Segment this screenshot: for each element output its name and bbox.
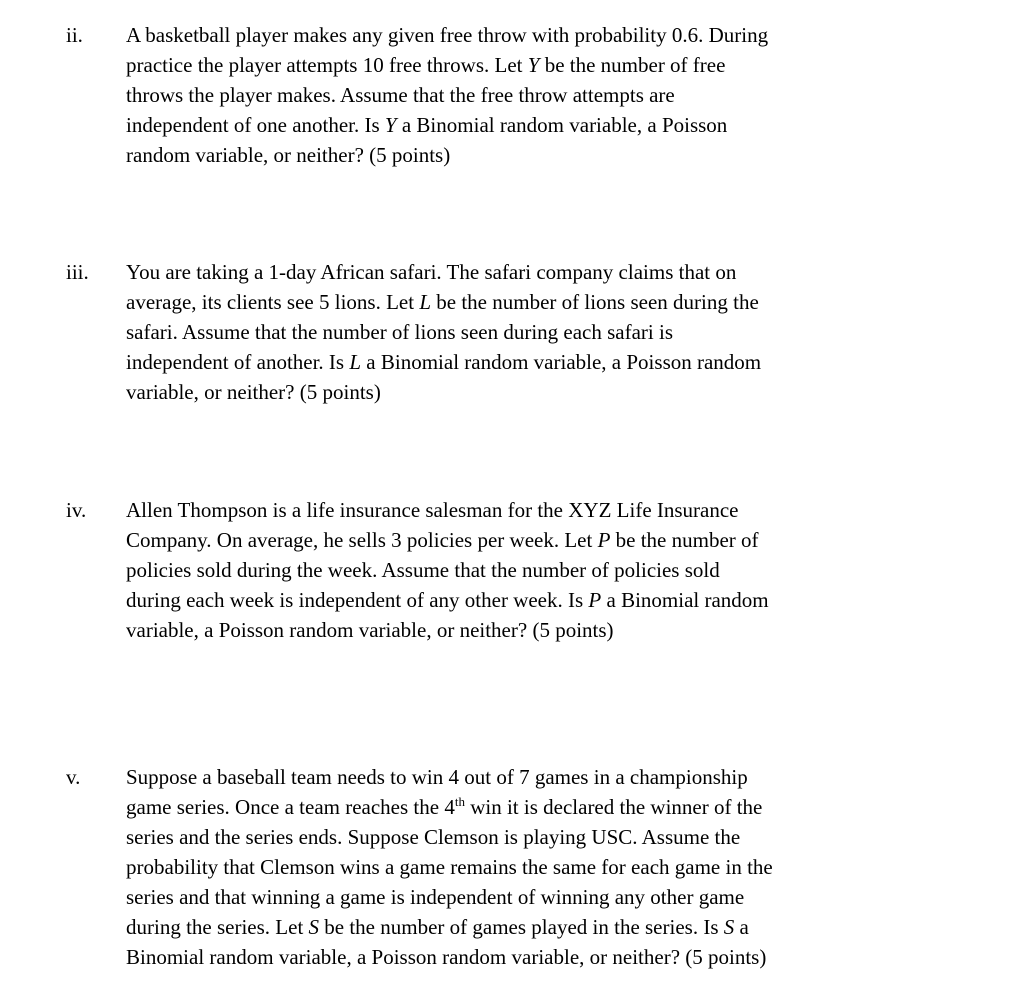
text-line: random variable, or neither? (5 points) <box>126 143 451 167</box>
question-text <box>126 495 1006 645</box>
text-line: throws the player makes. Assume that the free throw attempts are <box>126 83 675 107</box>
text-line: Allen Thompson is a life insurance salesman for the XYZ Life Insurance <box>126 498 739 522</box>
question-text <box>126 762 1006 972</box>
text-line: Suppose a baseball team needs to win 4 out of 7 games in a championship <box>126 765 748 789</box>
variable-symbol: L <box>419 290 432 314</box>
text-line: practice the player attempts 10 free throws. Let Y be the number of free <box>126 53 726 77</box>
text-line: independent of one another. Is Y a Binomial random variable, a Poisson <box>126 113 728 137</box>
question-text <box>126 20 1006 170</box>
text-line: independent of another. Is L a Binomial random variable, a Poisson random <box>126 350 762 374</box>
text-line: probability that Clemson wins a game remains the same for each game in the <box>126 855 773 879</box>
question-text <box>126 257 1006 407</box>
variable-symbol: S <box>723 915 735 939</box>
text-line: You are taking a 1-day African safari. The safari company claims that on <box>126 260 737 284</box>
text-line: Binomial random variable, a Poisson random variable, or neither? (5 points) <box>126 945 767 969</box>
text-line: policies sold during the week. Assume that the number of policies sold <box>126 558 720 582</box>
text-line: average, its clients see 5 lions. Let L be the number of lions seen during the <box>126 290 759 314</box>
variable-symbol: L <box>349 350 362 374</box>
question-number: iii. <box>66 260 89 284</box>
text-line: series and that winning a game is independent of winning any other game <box>126 885 745 909</box>
text-line: game series. Once a team reaches the 4th win it is declared the winner of the <box>126 794 763 819</box>
text-line: variable, or neither? (5 points) <box>126 380 381 404</box>
question-number: v. <box>66 765 81 789</box>
question-number: iv. <box>66 498 87 522</box>
text-line: during each week is independent of any other week. Is P a Binomial random <box>126 588 769 612</box>
text-line: variable, a Poisson random variable, or neither? (5 points) <box>126 618 614 642</box>
variable-symbol: Y <box>384 113 397 137</box>
variable-symbol: P <box>588 588 602 612</box>
question-number: ii. <box>66 23 83 47</box>
variable-symbol: S <box>308 915 320 939</box>
variable-symbol: Y <box>527 53 540 77</box>
variable-symbol: P <box>597 528 611 552</box>
text-line: series and the series ends. Suppose Clemson is playing USC. Assume the <box>126 825 741 849</box>
text-line: Company. On average, he sells 3 policies per week. Let P be the number of <box>126 528 759 552</box>
superscript: th <box>454 794 465 809</box>
text-line: during the series. Let S be the number of games played in the series. Is S a <box>126 915 749 939</box>
text-line: A basketball player makes any given free throw with probability 0.6. During <box>126 23 769 47</box>
text-line: safari. Assume that the number of lions seen during each safari is <box>126 320 674 344</box>
